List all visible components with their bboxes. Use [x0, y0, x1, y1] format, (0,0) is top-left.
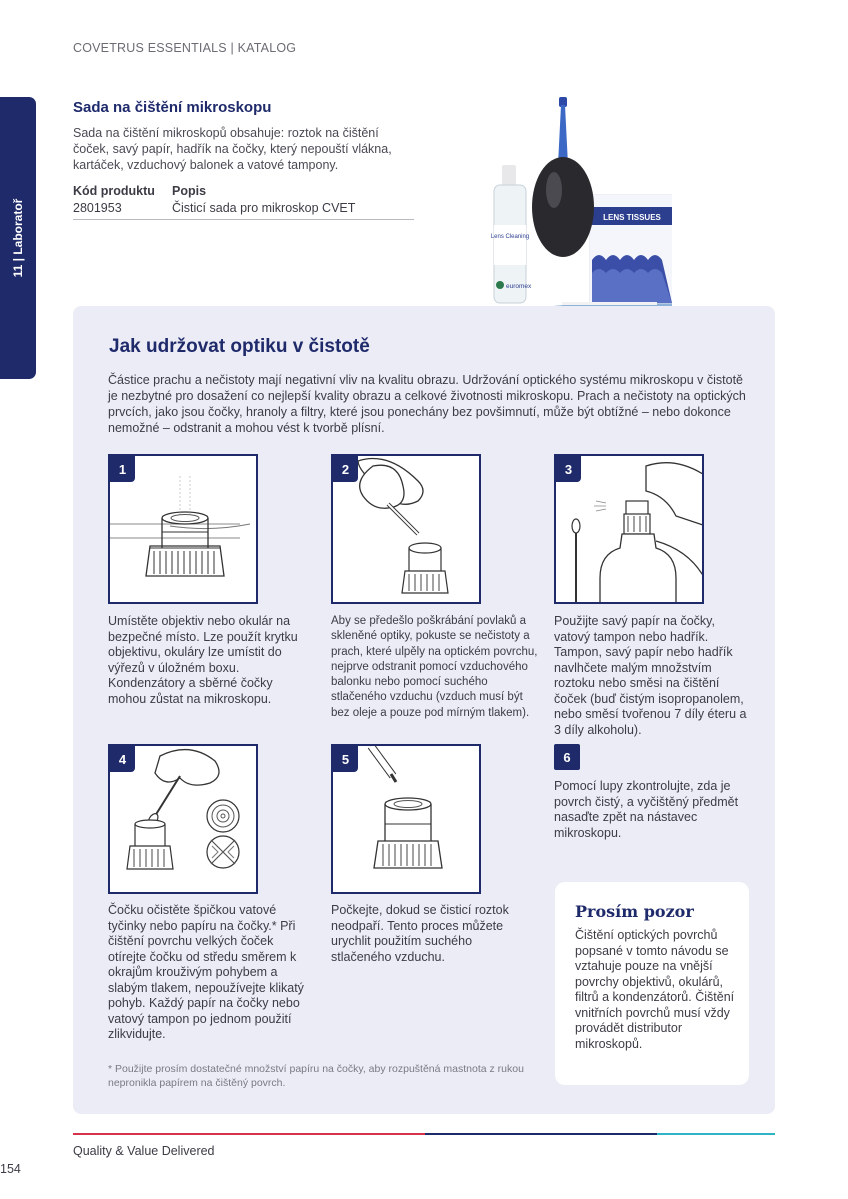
catalog-header: COVETRUS ESSENTIALS | KATALOG	[73, 41, 297, 55]
product-table	[73, 183, 414, 220]
step-2-badge: 2	[333, 456, 358, 482]
table-row	[73, 200, 414, 220]
step-4-illustration	[108, 744, 258, 894]
notice-box	[555, 882, 749, 1085]
care-guide-intro: Částice prachu a nečistoty mají negativní vliv na kvalitu obrazu. Udržování optického systému mikroskopu v čistotě je nezbytné pro dosažení co nejlepší kvality obrazu a celkové životnosti mikroskopu. Prach a nečistoty na optických prvcích, jako jsou čočky, hranoly a filtry, které jsou ponechány bez povšimnutí, může být obtížné – nebo dokonce nemožné – odstranit a mohou vést k tvorbě plísní.	[108, 373, 746, 435]
footer-tagline: Quality & Value Delivered	[73, 1144, 215, 1158]
brand-label: euromex	[506, 283, 532, 290]
product-code: 2801953	[73, 201, 122, 215]
notice-text: Čištění optických povrchů popsané v tomto návodu se vztahuje pouze na vnější povrchy objektivů, okulárů, filtrů a kondenzátorů. Čištění vnitřních povrchů musí vždy provádět distributor mikroskopů.	[575, 928, 735, 1051]
step-3-illustration	[554, 454, 704, 604]
footer-line-teal	[657, 1133, 775, 1135]
col-code-header: Kód produktu	[73, 184, 155, 198]
step-5-text: Počkejte, dokud se čisticí roztok neodpaří. Tento proces můžete urychlit použitím suchého stlačeného vzduchu.	[331, 903, 509, 964]
product-description: Sada na čištění mikroskopů obsahuje: roztok na čištění čoček, savý papír, hadřík na čočky, který nepouští vlákna, kartáček, vzduchový balonek a vatové tampony.	[73, 126, 392, 172]
step-1-badge: 1	[110, 456, 135, 482]
step-1-illustration	[108, 454, 258, 604]
page-number: 154	[0, 1162, 21, 1176]
footer-line-red	[73, 1133, 425, 1135]
section-tab	[0, 97, 36, 379]
step-3-badge: 3	[556, 456, 581, 482]
care-guide-title: Jak udržovat optiku v čistotě	[109, 336, 370, 357]
footnote: * Použijte prosím dostatečné množství papíru na čočky, aby rozpuštěná mastnota z rukou nepronikla papírem na čištěný povrch.	[108, 1063, 524, 1089]
step-5-badge: 5	[333, 746, 358, 772]
step-4-text: Čočku očistěte špičkou vatové tyčinky nebo papíru na čočky.* Při čištění povrchu velkých čoček otírejte čočku od středu směrem k okrajům krouživým pohybem a slabým tlakem, nepoužívejte klikatý pohyb. Každý papír na čočky nebo vatový tampon po jednom použití zlikvidujte.	[108, 903, 304, 1041]
step-5-illustration	[331, 744, 481, 894]
bottle-label: Lens Cleaning	[490, 234, 530, 240]
step-4-badge: 4	[110, 746, 135, 772]
step-6-text: Pomocí lupy zkontrolujte, zda je povrch čistý, a vyčištěný předmět nasaďte zpět na nástavec mikroskopu.	[554, 779, 739, 840]
footer-line-navy	[425, 1133, 657, 1135]
product-code-description: Čisticí sada pro mikroskop CVET	[172, 201, 356, 215]
tissues-label: LENS TISSUES	[603, 213, 661, 222]
step-6-badge: 6	[554, 744, 580, 770]
product-title: Sada na čištění mikroskopu	[73, 99, 272, 116]
product-table-header	[73, 183, 414, 200]
step-2-illustration	[331, 454, 481, 604]
notice-title: Prosím pozor	[575, 902, 694, 921]
section-tab-label: 11 | Laboratoř	[11, 198, 25, 278]
step-1-text: Umístěte objektiv nebo okulár na bezpečné místo. Lze použít krytku objektivu, okuláry lze umístit do výřezů v úložném boxu. Kondenzátory a sběrné čočky mohou zůstat na mikroskopu.	[108, 614, 298, 706]
step-3-text: Použijte savý papír na čočky, vatový tampon nebo hadřík. Tampon, savý papír nebo hadřík navlhčete malým množstvím roztoku nebo směsi na čištění čoček (buď čistým isopropanolem, nebo směsí tvořenou 7 díly éteru a 3 díly alkoholu).	[554, 614, 747, 737]
step-2-text: Aby se předešlo poškrábání povlaků a skleněné optiky, pokuste se nečistoty a prach, které ulpěly na optickém povrchu, nejprve odstranit pomocí vzduchového balonku nebo pomocí suchého stlačeného vzduchu (vzduch musí být bez oleje a pouze pod mírným tlakem).	[331, 615, 538, 719]
col-desc-header: Popis	[172, 184, 207, 198]
